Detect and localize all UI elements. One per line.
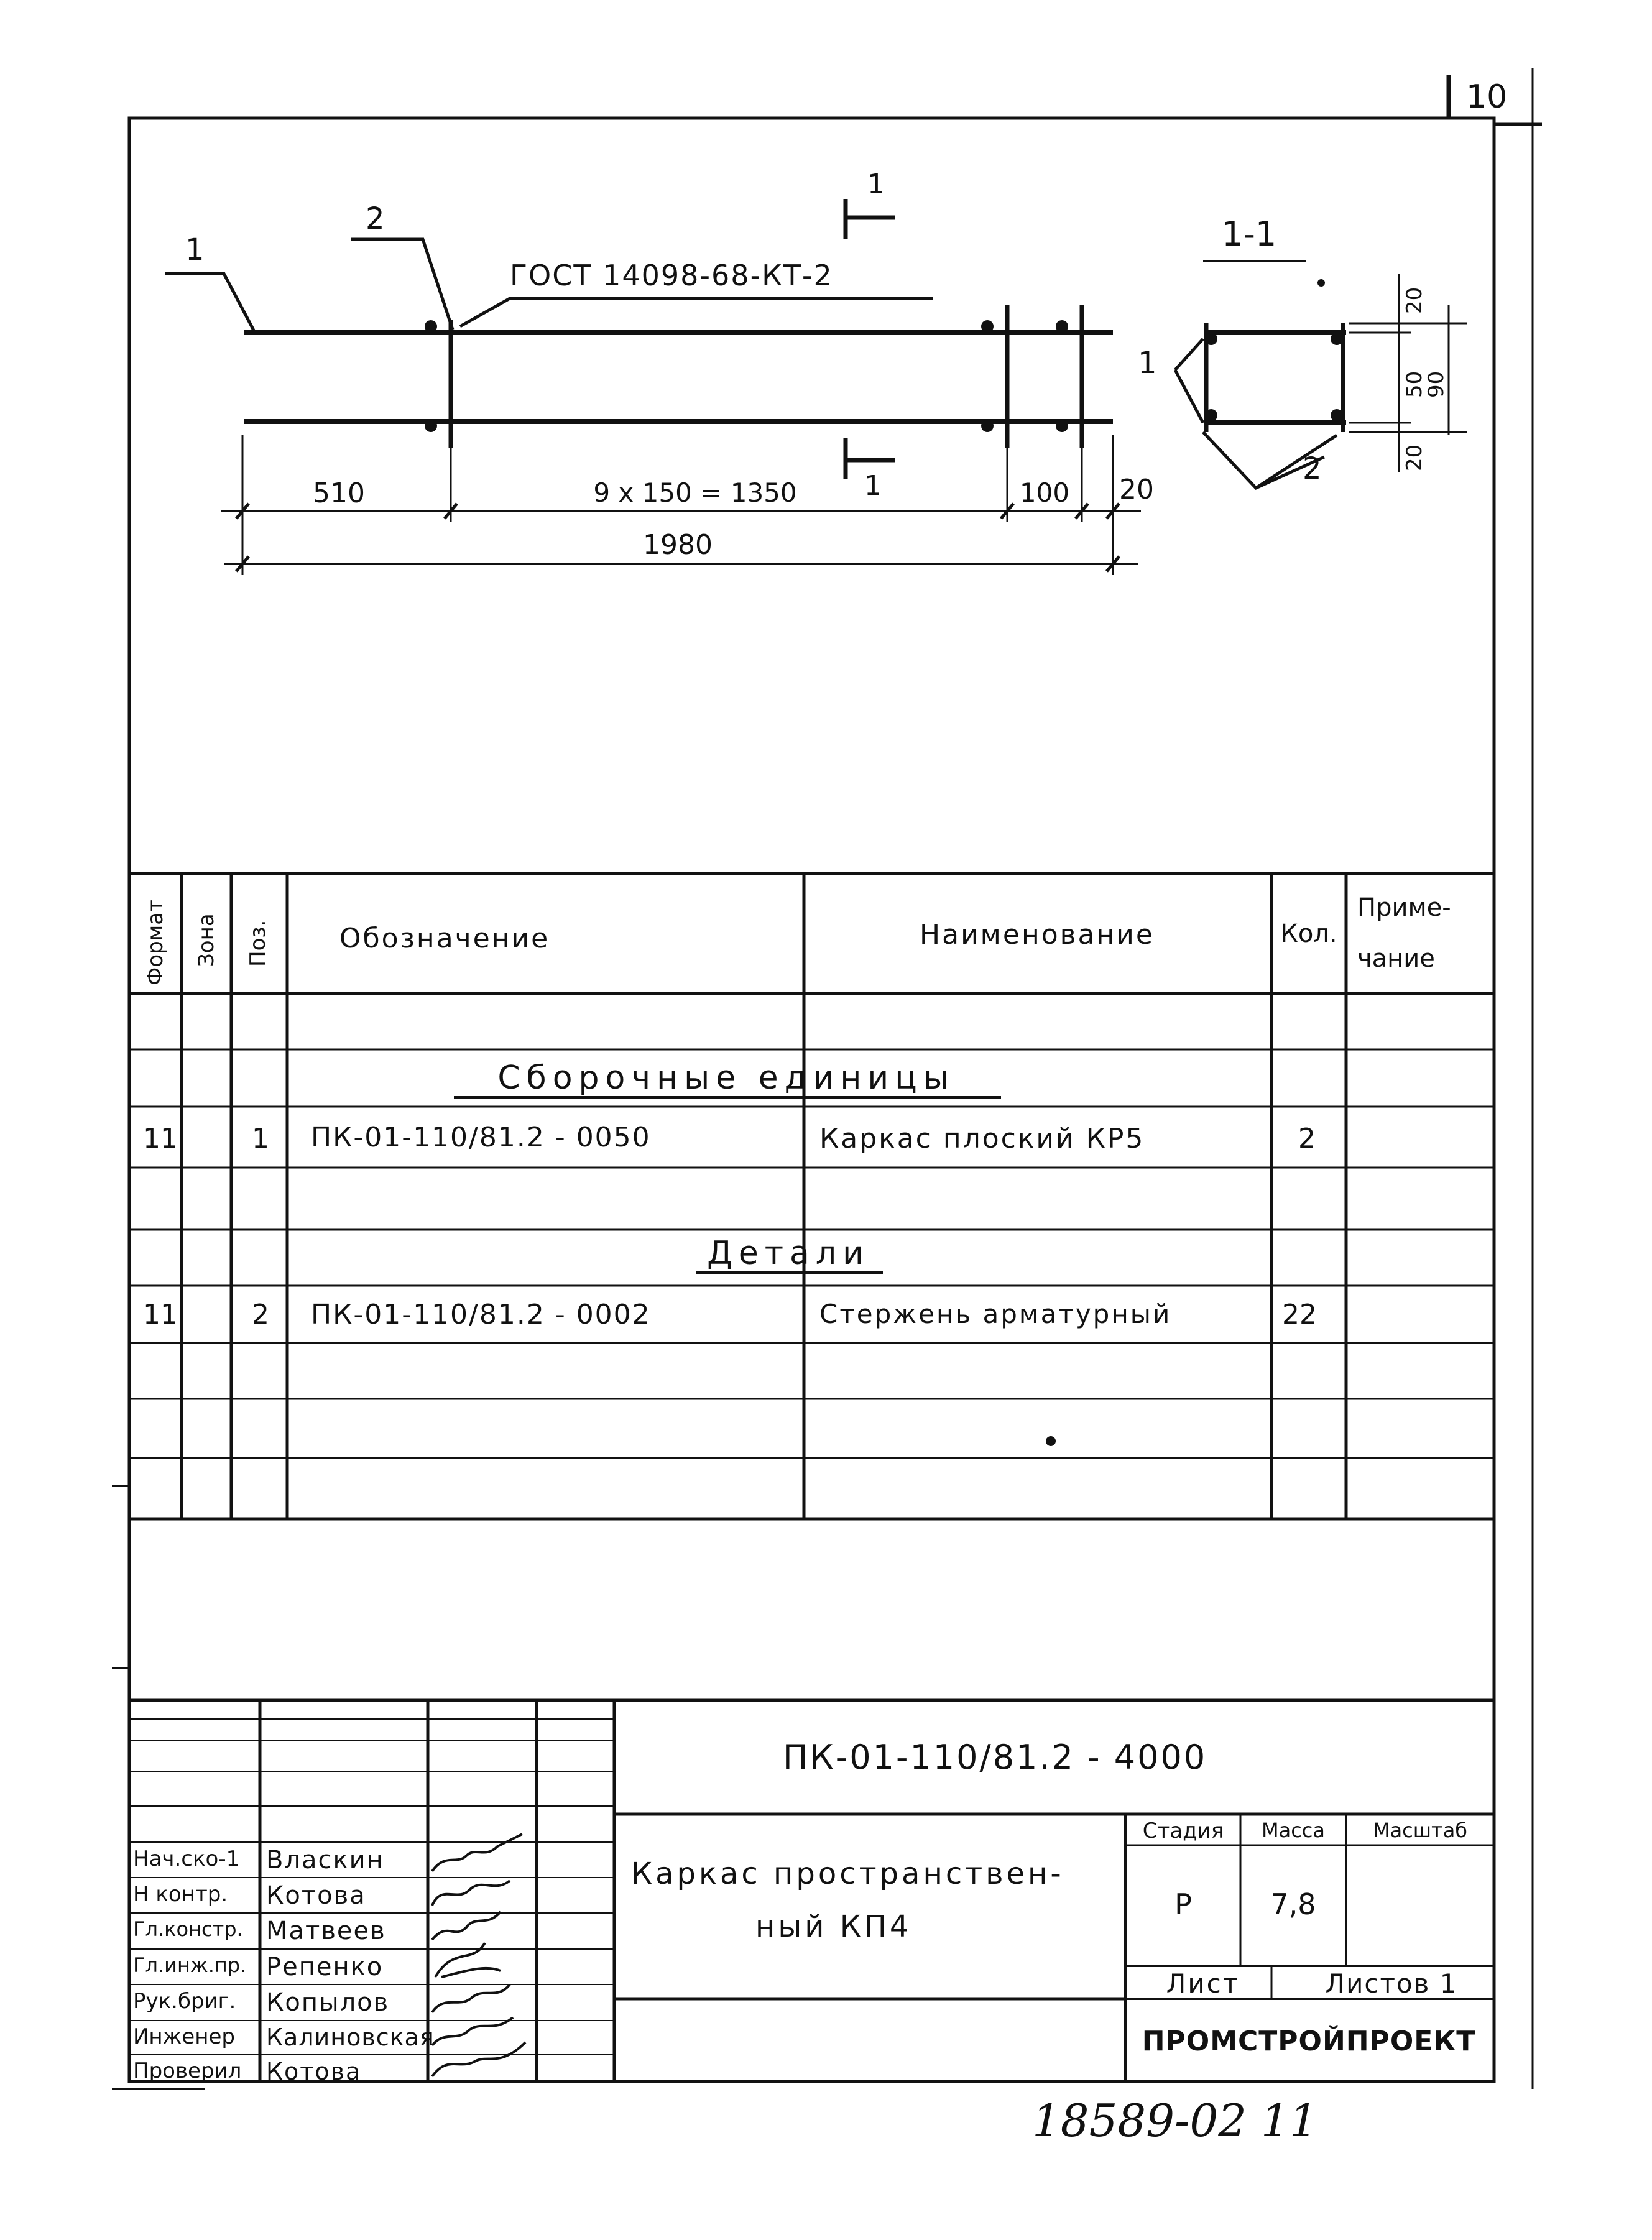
sheet-number: 10 [1466,78,1508,116]
staff-role: Нач.ско-1 [133,1846,240,1871]
row-2-name: Стержень арматурный [819,1299,1172,1329]
row-2-format: 11 [143,1299,178,1330]
row-2-designation: ПК-01-110/81.2 - 0002 [311,1299,651,1330]
header-qty: Кол. [1280,920,1337,948]
staff-name: Котова [266,2058,362,2085]
row-1-format: 11 [143,1123,178,1155]
stage-label: Стадия [1142,1818,1224,1843]
staff-name: Копылов [266,1988,390,2017]
section-heading-details: Детали [707,1235,870,1272]
document-code: ПК-01-110/81.2 - 4000 [782,1738,1207,1777]
section-dimension-total: 90 [1424,371,1449,398]
staff-name: Репенко [266,1953,384,1981]
staff-name: Котова [266,1881,366,1910]
scale-label: Масштаб [1372,1818,1468,1842]
staff-name: Власкин [266,1846,384,1874]
row-2-qty: 22 [1282,1299,1317,1330]
row-1-qty: 2 [1298,1123,1316,1155]
sheets-count-label: Листов 1 [1325,1968,1458,1999]
section-dimension-top: 20 [1402,287,1427,314]
header-format: Формат [143,900,168,985]
weld-dots [425,279,1343,1446]
callout-1-label: 1 [185,233,205,267]
dimension-spacing: 9 х 150 = 1350 [593,477,797,508]
row-1-pos: 1 [252,1123,269,1155]
staff-name: Матвеев [266,1917,386,1945]
dimension-510: 510 [313,477,365,509]
header-note-line2: чание [1357,944,1435,973]
staff-role: Рук.бриг. [133,1989,236,2014]
dimension-overall: 1980 [643,529,713,561]
staff-name: Калиновская [266,2024,435,2051]
title-line-2: ный КП4 [755,1909,912,1944]
staff-role: Гл.констр. [133,1917,243,1941]
staff-role: Инженер [133,2024,235,2049]
header-name: Наименование [920,919,1155,951]
stage-value: Р [1174,1887,1192,1921]
sheet-frame [129,118,1494,2085]
staff-role: Гл.инж.пр. [133,1953,247,1977]
dimension-100: 100 [1019,477,1070,508]
staff-role: Проверил [133,2058,242,2083]
header-designation: Обозначение [339,923,550,954]
mass-label: Масса [1261,1818,1326,1842]
archive-number: 18589-02 11 [1032,2095,1318,2147]
section-callout-1: 1 [1138,346,1157,380]
row-1-designation: ПК-01-110/81.2 - 0050 [311,1122,651,1153]
organization-name: ПРОМСТРОЙПРОЕКТ [1142,2026,1476,2057]
section-heading-assemblies: Сборочные единицы [497,1059,955,1097]
row-1-name: Каркас плоский КР5 [819,1123,1145,1155]
sheet-label: Лист [1166,1968,1240,1999]
title-line-1: Каркас пространствен- [631,1856,1064,1891]
section-dimension-bottom: 20 [1402,444,1427,471]
section-title: 1-1 [1222,214,1277,254]
header-pos: Поз. [246,920,270,967]
row-2-pos: 2 [252,1299,269,1330]
mass-value: 7,8 [1270,1887,1316,1921]
staff-role: Н контр. [133,1882,228,1907]
section-dimension-mid: 50 [1402,371,1427,398]
section-callout-2: 2 [1303,451,1322,486]
callout-2-label: 2 [366,201,385,236]
gost-note: ГОСТ 14098-68-КТ-2 [510,259,833,292]
section-mark-top-label: 1 [867,168,885,200]
signatures [432,1834,525,2076]
dimension-20: 20 [1119,474,1154,505]
header-zone: Зона [194,913,219,967]
section-mark-bottom-label: 1 [864,470,882,502]
header-note-line1: Приме- [1357,893,1451,922]
